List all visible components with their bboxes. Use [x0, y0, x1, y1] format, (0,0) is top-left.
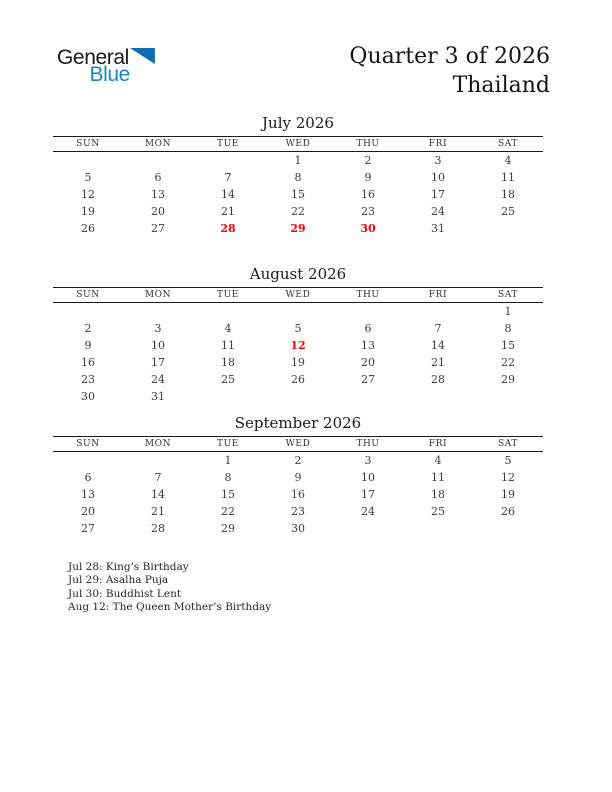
calendar-day: 14: [431, 339, 445, 352]
calendar-day: 19: [501, 488, 515, 501]
calendar-day: 20: [81, 505, 95, 518]
week-row: [53, 469, 543, 486]
calendar-day: 6: [364, 322, 372, 335]
calendar-day: 15: [221, 488, 235, 501]
calendar-day: 28: [220, 222, 236, 235]
page-title-country: Thailand: [452, 73, 550, 98]
calendar-day-empty: [263, 388, 333, 405]
calendar-day-empty: [193, 388, 263, 405]
page-title: [349, 42, 550, 100]
week-row: [53, 520, 543, 537]
calendar-day-empty: [53, 303, 123, 321]
calendar-day: 17: [361, 488, 375, 501]
calendar-day: 8: [504, 322, 512, 335]
calendar-day: 22: [221, 505, 235, 518]
weekday-header-wed: WED: [285, 139, 311, 149]
calendar-day: 28: [431, 373, 445, 386]
calendar-day: 1: [224, 454, 232, 467]
calendar-day: 22: [501, 356, 515, 369]
calendar-day: 2: [364, 154, 372, 167]
calendar-day-empty: [473, 388, 543, 405]
calendar-day: 21: [151, 505, 165, 518]
calendar-day: 28: [151, 522, 165, 535]
calendar-day-empty: [123, 152, 193, 170]
weekday-header-sat: SAT: [498, 439, 518, 449]
calendar-day: 3: [434, 154, 442, 167]
calendar-day-empty: [403, 303, 473, 321]
calendar-day: 2: [294, 454, 302, 467]
calendar-day: 24: [151, 373, 165, 386]
calendar-day: 24: [431, 205, 445, 218]
calendar-day: 9: [84, 339, 92, 352]
calendar-day: 6: [154, 171, 162, 184]
calendar-day: 29: [221, 522, 235, 535]
month-july: [53, 114, 543, 237]
calendar-day: 8: [224, 471, 232, 484]
weekday-header-sun: SUN: [76, 139, 100, 149]
week-row: [53, 371, 543, 388]
calendar-day: 30: [81, 390, 95, 403]
calendar-day: 23: [291, 505, 305, 518]
weekday-header-thu: THU: [356, 439, 380, 449]
week-row: [53, 320, 543, 337]
weekday-header-row: [53, 137, 543, 152]
calendar-day-empty: [473, 220, 543, 237]
weekday-header-tue: TUE: [217, 139, 239, 149]
week-row: [53, 388, 543, 405]
calendar-day: 4: [434, 454, 442, 467]
weekday-header-row: [53, 437, 543, 452]
weekday-header-mon: MON: [144, 290, 172, 300]
calendar-day: 29: [501, 373, 515, 386]
calendar-day: 10: [151, 339, 165, 352]
calendar-day: 16: [361, 188, 375, 201]
calendar-day-empty: [403, 520, 473, 537]
calendar-day: 14: [151, 488, 165, 501]
calendar-day-empty: [193, 152, 263, 170]
calendar-day-empty: [333, 388, 403, 405]
weekday-header-sun: SUN: [76, 290, 100, 300]
logo-triangle-icon: [130, 48, 155, 64]
calendar-day: 9: [364, 171, 372, 184]
calendar-day: 24: [361, 505, 375, 518]
calendar-table-july: [53, 136, 543, 237]
calendar-day: 10: [361, 471, 375, 484]
calendar-day: 23: [361, 205, 375, 218]
week-row: [53, 303, 543, 321]
calendar-day: 22: [291, 205, 305, 218]
calendar-day: 13: [361, 339, 375, 352]
calendar-day: 16: [81, 356, 95, 369]
calendar-day: 11: [431, 471, 445, 484]
calendar-day: 27: [81, 522, 95, 535]
calendar-day-empty: [53, 152, 123, 170]
calendar-day: 11: [221, 339, 235, 352]
calendar-day-empty: [123, 303, 193, 321]
calendar-day: 5: [294, 322, 302, 335]
calendar-day: 25: [431, 505, 445, 518]
calendar-day: 13: [151, 188, 165, 201]
calendar-day: 10: [431, 171, 445, 184]
weekday-header-wed: WED: [285, 439, 311, 449]
calendar-day-empty: [473, 520, 543, 537]
week-row: [53, 220, 543, 237]
holiday-note: Jul 30: Buddhist Lent: [68, 587, 182, 600]
calendar-day: 25: [221, 373, 235, 386]
weekday-header-mon: MON: [144, 439, 172, 449]
month-title-august: August 2026: [249, 265, 347, 283]
weekday-header-mon: MON: [144, 139, 172, 149]
months-container: [0, 114, 612, 537]
calendar-day: 2: [84, 322, 92, 335]
week-row: [53, 337, 543, 354]
weekday-header-sat: SAT: [498, 290, 518, 300]
calendar-day: 31: [151, 390, 165, 403]
calendar-day: 7: [154, 471, 162, 484]
calendar-day: 30: [360, 222, 376, 235]
holiday-note: Jul 28: King’s Birthday: [68, 561, 189, 573]
week-row: [53, 503, 543, 520]
calendar-day: 5: [504, 454, 512, 467]
weekday-header-tue: TUE: [217, 290, 239, 300]
calendar-day: 12: [290, 339, 306, 352]
month-august: [53, 265, 543, 405]
calendar-day: 15: [291, 188, 305, 201]
holiday-note: Aug 12: The Queen Mother’s Birthday: [68, 601, 272, 614]
calendar-day-empty: [333, 303, 403, 321]
weekday-header-wed: WED: [285, 290, 311, 300]
month-september: [53, 414, 543, 537]
calendar-day-empty: [263, 303, 333, 321]
calendar-day: 23: [81, 373, 95, 386]
weekday-header-fri: FRI: [428, 290, 448, 300]
calendar-day: 29: [290, 222, 306, 235]
calendar-day: 13: [81, 488, 95, 501]
calendar-day: 31: [431, 222, 445, 235]
calendar-day: 19: [291, 356, 305, 369]
calendar-day: 20: [151, 205, 165, 218]
calendar-day: 11: [501, 171, 515, 184]
calendar-day: 15: [501, 339, 515, 352]
calendar-day: 3: [154, 322, 162, 335]
calendar-day: 8: [294, 171, 302, 184]
calendar-day: 26: [291, 373, 305, 386]
month-title-september: September 2026: [234, 414, 362, 432]
calendar-table-september: [53, 436, 543, 537]
weekday-header-fri: FRI: [428, 139, 448, 149]
weekday-header-sun: SUN: [76, 439, 100, 449]
weekday-header-row: [53, 288, 543, 303]
calendar-day: 26: [81, 222, 95, 235]
month-title-july: July 2026: [262, 114, 334, 132]
calendar-day: 7: [434, 322, 442, 335]
week-row: [53, 152, 543, 170]
calendar-day: 5: [84, 171, 92, 184]
calendar-day: 16: [291, 488, 305, 501]
calendar-day: 12: [501, 471, 515, 484]
weekday-header-fri: FRI: [428, 439, 448, 449]
calendar-day: 4: [224, 322, 232, 335]
calendar-day: 26: [501, 505, 515, 518]
page-header: [0, 42, 612, 100]
weekday-header-tue: TUE: [217, 439, 239, 449]
calendar-day: 1: [504, 305, 512, 318]
calendar-day: 17: [431, 188, 445, 201]
calendar-day: 27: [361, 373, 375, 386]
calendar-day: 20: [361, 356, 375, 369]
holiday-legend: [68, 561, 612, 615]
calendar-day: 1: [294, 154, 302, 167]
logo-text-general: General: [57, 46, 129, 69]
page-title-quarter: Quarter 3 of 2026: [349, 44, 550, 69]
calendar-day: 9: [294, 471, 302, 484]
calendar-day: 21: [221, 205, 235, 218]
weekday-header-thu: THU: [356, 139, 380, 149]
calendar-day: 30: [291, 522, 305, 535]
logo-text-blue: Blue: [89, 63, 130, 86]
calendar-day: 17: [151, 356, 165, 369]
calendar-day: 21: [431, 356, 445, 369]
week-row: [53, 186, 543, 203]
weekday-header-sat: SAT: [498, 139, 518, 149]
calendar-day: 18: [431, 488, 445, 501]
calendar-day: 4: [504, 154, 512, 167]
calendar-day: 3: [364, 454, 372, 467]
calendar-day-empty: [193, 303, 263, 321]
week-row: [53, 354, 543, 371]
calendar-day-empty: [403, 388, 473, 405]
calendar-table-august: [53, 287, 543, 405]
calendar-day: 18: [221, 356, 235, 369]
calendar-day-empty: [53, 452, 123, 470]
calendar-day-empty: [123, 452, 193, 470]
calendar-day: 27: [151, 222, 165, 235]
week-row: [53, 203, 543, 220]
calendar-day: 6: [84, 471, 92, 484]
calendar-day: 19: [81, 205, 95, 218]
calendar-day: 7: [224, 171, 232, 184]
week-row: [53, 169, 543, 186]
calendar-day: 12: [81, 188, 95, 201]
calendar-day: 18: [501, 188, 515, 201]
calendar-day-empty: [333, 520, 403, 537]
week-row: [53, 486, 543, 503]
weekday-header-thu: THU: [356, 290, 380, 300]
week-row: [53, 452, 543, 470]
general-blue-logo: [57, 47, 155, 85]
calendar-day: 14: [221, 188, 235, 201]
calendar-day: 25: [501, 205, 515, 218]
holiday-note: Jul 29: Asalha Puja: [68, 574, 169, 587]
